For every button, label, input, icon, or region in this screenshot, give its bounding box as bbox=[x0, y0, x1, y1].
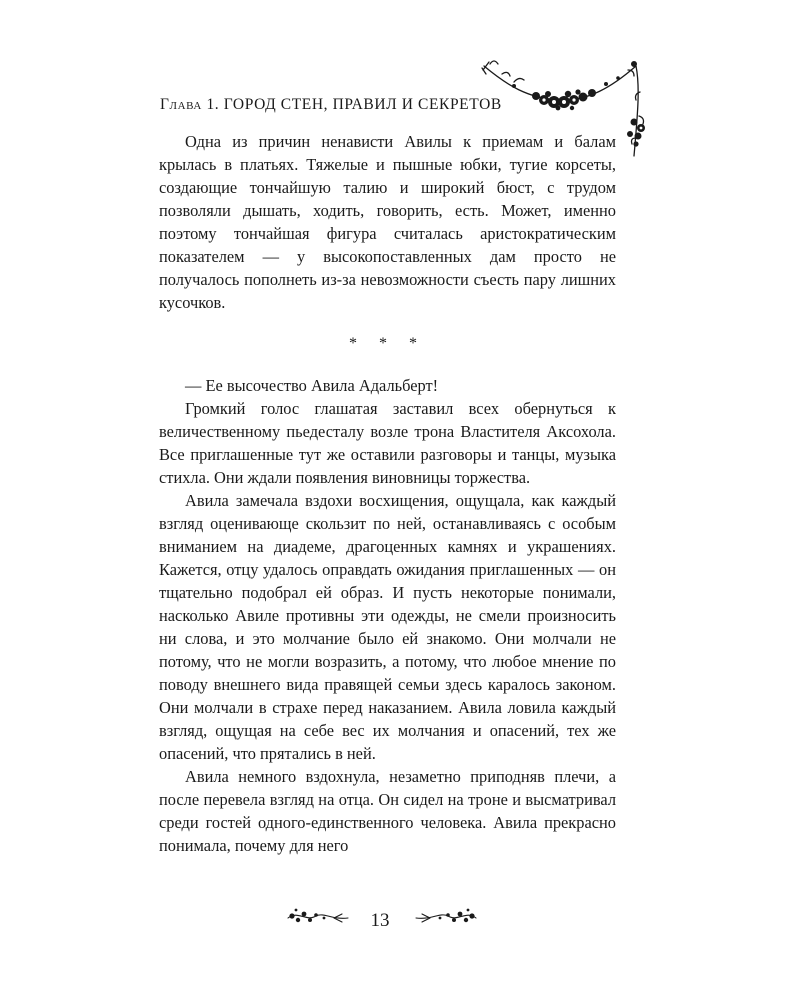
dialogue-line: — Ее высочество Авила Адальберт! bbox=[185, 376, 439, 395]
running-header bbox=[160, 96, 502, 114]
page-footer bbox=[280, 902, 480, 942]
paragraph: Авила немного вздохнула, незаметно приподняв плечи, а после перевела взгляд на отца. Он сидел на троне и высматривал среди гостей одного-единственного человека. Авила прекрасно понимала, почему для него bbox=[159, 767, 616, 855]
paragraphs-before-break bbox=[159, 130, 616, 314]
chapter-word: Глава bbox=[160, 96, 202, 113]
paragraph: Одна из причин ненависти Авилы к приемам и балам крылась в платьях. Тяжелые и пышные юбки, тугие корсеты, создающие тончайшую талию и широкий бюст, с трудом позволяли дышать, ходить, говорить, есть. Может, именно поэтому тончайшая фигура считалась аристократическим показателем — у высокопоставленных дам просто не получалось пополнеть из-за невозможности съесть пару лишних кусочков. bbox=[159, 132, 616, 312]
chapter-title: 1. ГОРОД СТЕН, ПРАВИЛ И СЕКРЕТОВ bbox=[206, 96, 502, 113]
paragraph: Громкий голос глашатая заставил всех обернуться к величественному пьедесталу возле трона Властителя Аксохола. Все приглашенные тут же оставили разговоры и танцы, музыка стихла. Они ждали появления виновницы торжества. bbox=[159, 399, 616, 487]
scene-break: * * * bbox=[349, 335, 426, 352]
floral-flourish-icon bbox=[412, 902, 480, 932]
page-number: 13 bbox=[370, 910, 390, 931]
paragraphs-after-break bbox=[159, 374, 616, 857]
paragraph: Авила замечала вздохи восхищения, ощущала, как каждый взгляд оценивающе скользит по ней, останавливаясь с особым вниманием на диадеме, драгоценных камнях и украшениях. Кажется, отцу удалось оправдать ожидания приглашенных — он тщательно подобрал ей образ. И пусть некоторые понимали, насколько Авиле противны эти одежды, не смели произносить ни слова, и это молчание было ей знакомо. Они молчали не потому, что не могли возразить, а потому, что любое мнение по поводу внешнего вида правящей семьи здесь каралось законом. Они молчали в страхе перед наказанием. Авила ловила каждый взгляд, ощущая на себе вес их молчания и опасений, тех же опасений, что прятались в ней. bbox=[159, 491, 616, 763]
